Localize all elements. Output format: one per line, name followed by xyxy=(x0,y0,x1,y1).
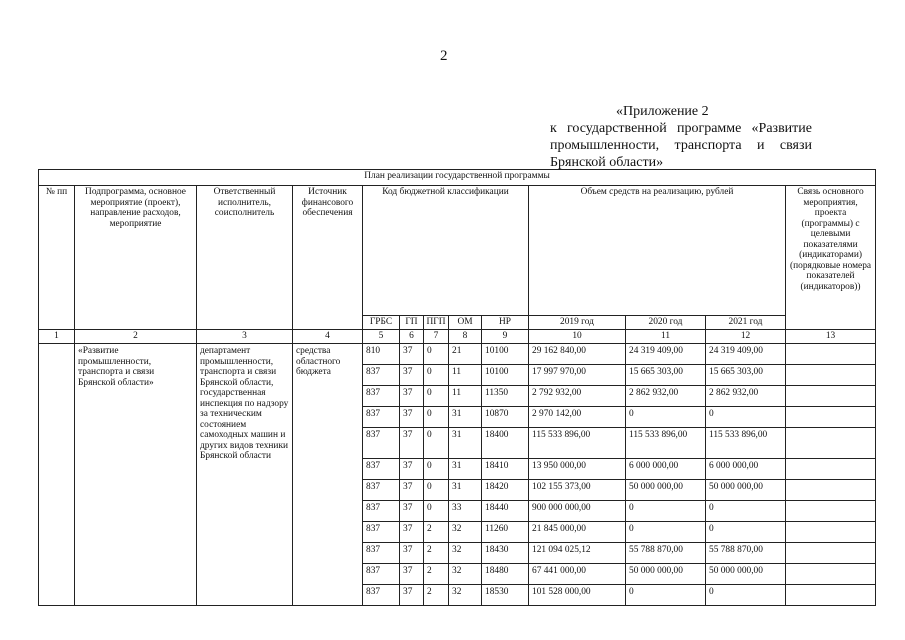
cell-om: 32 xyxy=(449,543,482,564)
cell-nr: 11260 xyxy=(482,522,529,543)
cell-gp: 37 xyxy=(400,386,424,407)
appendix-line-4: Брянской области» xyxy=(550,155,664,170)
cell-pgp: 2 xyxy=(424,543,449,564)
cell-y2019: 115 533 896,00 xyxy=(529,428,626,459)
cell-om: 11 xyxy=(449,365,482,386)
cell-nr: 11350 xyxy=(482,386,529,407)
cell-nr: 10870 xyxy=(482,407,529,428)
group-num-cell xyxy=(39,344,75,606)
group-program-cell: «Развитие промышленности, транспорта и связи Брянской области» xyxy=(75,344,197,606)
cell-pgp: 2 xyxy=(424,585,449,606)
cell-pgp: 2 xyxy=(424,522,449,543)
cell-y2020: 0 xyxy=(626,585,706,606)
header-source: Источник финансового обеспечения xyxy=(293,186,363,330)
cell-nr: 18400 xyxy=(482,428,529,459)
cell-grbs: 837 xyxy=(363,543,400,564)
cell-om: 32 xyxy=(449,585,482,606)
subheader-nr: НР xyxy=(482,316,529,330)
column-number: 9 xyxy=(482,330,529,344)
cell-y2020: 55 788 870,00 xyxy=(626,543,706,564)
header-executor: Ответственный исполнитель, соисполнитель xyxy=(197,186,293,330)
column-number: 8 xyxy=(449,330,482,344)
subheader-2019: 2019 год xyxy=(529,316,626,330)
cell-y2020: 50 000 000,00 xyxy=(626,480,706,501)
cell-y2021: 15 665 303,00 xyxy=(706,365,786,386)
cell-grbs: 837 xyxy=(363,480,400,501)
cell-nr: 18420 xyxy=(482,480,529,501)
cell-gp: 37 xyxy=(400,564,424,585)
cell-link xyxy=(786,543,876,564)
cell-y2019: 900 000 000,00 xyxy=(529,501,626,522)
cell-link xyxy=(786,365,876,386)
cell-grbs: 837 xyxy=(363,522,400,543)
cell-pgp: 0 xyxy=(424,365,449,386)
cell-pgp: 0 xyxy=(424,407,449,428)
cell-grbs: 837 xyxy=(363,386,400,407)
cell-gp: 37 xyxy=(400,344,424,365)
cell-y2021: 0 xyxy=(706,501,786,522)
cell-gp: 37 xyxy=(400,585,424,606)
cell-link xyxy=(786,459,876,480)
appendix-line-2: к государственной программе «Развитие xyxy=(550,121,812,136)
header-program: Подпрограмма, основное мероприятие (проект), направление расходов, мероприятие xyxy=(75,186,197,330)
cell-nr: 10100 xyxy=(482,344,529,365)
cell-y2019: 121 094 025,12 xyxy=(529,543,626,564)
cell-om: 31 xyxy=(449,407,482,428)
column-number: 3 xyxy=(197,330,293,344)
cell-gp: 37 xyxy=(400,365,424,386)
cell-y2019: 21 845 000,00 xyxy=(529,522,626,543)
cell-gp: 37 xyxy=(400,480,424,501)
group-executor-cell: департамент промышленности, транспорта и связи Брянской области, государственная инспекция по надзору за техническим состоянием самоходных машин и других видов техники Брянской области xyxy=(197,344,293,606)
cell-y2020: 0 xyxy=(626,407,706,428)
cell-link xyxy=(786,522,876,543)
appendix-heading xyxy=(550,103,812,171)
column-number: 7 xyxy=(424,330,449,344)
page-number: 2 xyxy=(440,48,448,64)
cell-grbs: 837 xyxy=(363,428,400,459)
cell-pgp: 0 xyxy=(424,501,449,522)
header-num: № пп xyxy=(39,186,75,330)
cell-y2019: 17 997 970,00 xyxy=(529,365,626,386)
cell-om: 31 xyxy=(449,480,482,501)
cell-pgp: 0 xyxy=(424,344,449,365)
cell-grbs: 837 xyxy=(363,585,400,606)
cell-om: 21 xyxy=(449,344,482,365)
subheader-2020: 2020 год xyxy=(626,316,706,330)
header-volume: Объем средств на реализацию, рублей xyxy=(529,186,786,316)
cell-y2021: 55 788 870,00 xyxy=(706,543,786,564)
cell-y2021: 0 xyxy=(706,585,786,606)
column-number: 1 xyxy=(39,330,75,344)
subheader-om: ОМ xyxy=(449,316,482,330)
column-number: 2 xyxy=(75,330,197,344)
cell-nr: 10100 xyxy=(482,365,529,386)
cell-link xyxy=(786,344,876,365)
subheader-grbs: ГРБС xyxy=(363,316,400,330)
cell-y2019: 67 441 000,00 xyxy=(529,564,626,585)
subheader-2021: 2021 год xyxy=(706,316,786,330)
cell-y2020: 2 862 932,00 xyxy=(626,386,706,407)
cell-gp: 37 xyxy=(400,407,424,428)
cell-nr: 18430 xyxy=(482,543,529,564)
cell-pgp: 0 xyxy=(424,428,449,459)
cell-grbs: 837 xyxy=(363,564,400,585)
cell-link xyxy=(786,407,876,428)
cell-nr: 18530 xyxy=(482,585,529,606)
cell-y2020: 6 000 000,00 xyxy=(626,459,706,480)
column-number: 5 xyxy=(363,330,400,344)
cell-y2020: 24 319 409,00 xyxy=(626,344,706,365)
cell-y2021: 115 533 896,00 xyxy=(706,428,786,459)
cell-link xyxy=(786,386,876,407)
cell-gp: 37 xyxy=(400,522,424,543)
cell-y2021: 2 862 932,00 xyxy=(706,386,786,407)
cell-link xyxy=(786,564,876,585)
cell-om: 31 xyxy=(449,459,482,480)
cell-link xyxy=(786,480,876,501)
cell-gp: 37 xyxy=(400,428,424,459)
cell-pgp: 2 xyxy=(424,564,449,585)
cell-grbs: 837 xyxy=(363,407,400,428)
column-number: 6 xyxy=(400,330,424,344)
column-number: 11 xyxy=(626,330,706,344)
cell-y2020: 50 000 000,00 xyxy=(626,564,706,585)
table-row xyxy=(39,344,876,365)
cell-nr: 18480 xyxy=(482,564,529,585)
cell-y2019: 2 792 932,00 xyxy=(529,386,626,407)
cell-om: 11 xyxy=(449,386,482,407)
column-number: 13 xyxy=(786,330,876,344)
appendix-line-3: промышленности, транспорта и связи xyxy=(550,138,812,153)
cell-y2020: 0 xyxy=(626,501,706,522)
cell-y2019: 2 970 142,00 xyxy=(529,407,626,428)
cell-y2020: 0 xyxy=(626,522,706,543)
cell-link xyxy=(786,585,876,606)
plan-table xyxy=(38,169,876,606)
cell-y2019: 29 162 840,00 xyxy=(529,344,626,365)
cell-om: 31 xyxy=(449,428,482,459)
header-budget-code: Код бюджетной классификации xyxy=(363,186,529,316)
cell-y2019: 102 155 373,00 xyxy=(529,480,626,501)
table-title: План реализации государственной программы xyxy=(39,170,876,186)
column-number: 4 xyxy=(293,330,363,344)
cell-nr: 18410 xyxy=(482,459,529,480)
cell-y2021: 50 000 000,00 xyxy=(706,564,786,585)
cell-nr: 18440 xyxy=(482,501,529,522)
cell-y2021: 0 xyxy=(706,522,786,543)
column-number: 10 xyxy=(529,330,626,344)
cell-grbs: 837 xyxy=(363,501,400,522)
cell-pgp: 0 xyxy=(424,459,449,480)
cell-grbs: 810 xyxy=(363,344,400,365)
header-link: Связь основного мероприятия, проекта (программы) с целевыми показателями (индикаторами) (порядковые номера показателей (индикаторов)) xyxy=(786,186,876,330)
cell-om: 32 xyxy=(449,522,482,543)
cell-grbs: 837 xyxy=(363,459,400,480)
cell-y2021: 0 xyxy=(706,407,786,428)
group-source-cell: средства областного бюджета xyxy=(293,344,363,606)
cell-gp: 37 xyxy=(400,501,424,522)
cell-y2021: 6 000 000,00 xyxy=(706,459,786,480)
cell-link xyxy=(786,501,876,522)
cell-y2021: 50 000 000,00 xyxy=(706,480,786,501)
subheader-pgp: ПГП xyxy=(424,316,449,330)
column-number: 12 xyxy=(706,330,786,344)
appendix-line-1: «Приложение 2 xyxy=(616,104,709,119)
cell-y2019: 101 528 000,00 xyxy=(529,585,626,606)
table-body xyxy=(39,344,876,606)
cell-y2020: 15 665 303,00 xyxy=(626,365,706,386)
cell-y2020: 115 533 896,00 xyxy=(626,428,706,459)
cell-grbs: 837 xyxy=(363,365,400,386)
cell-om: 32 xyxy=(449,564,482,585)
subheader-gp: ГП xyxy=(400,316,424,330)
cell-pgp: 0 xyxy=(424,480,449,501)
cell-pgp: 0 xyxy=(424,386,449,407)
cell-y2021: 24 319 409,00 xyxy=(706,344,786,365)
cell-gp: 37 xyxy=(400,459,424,480)
cell-y2019: 13 950 000,00 xyxy=(529,459,626,480)
cell-gp: 37 xyxy=(400,543,424,564)
cell-link xyxy=(786,428,876,459)
cell-om: 33 xyxy=(449,501,482,522)
